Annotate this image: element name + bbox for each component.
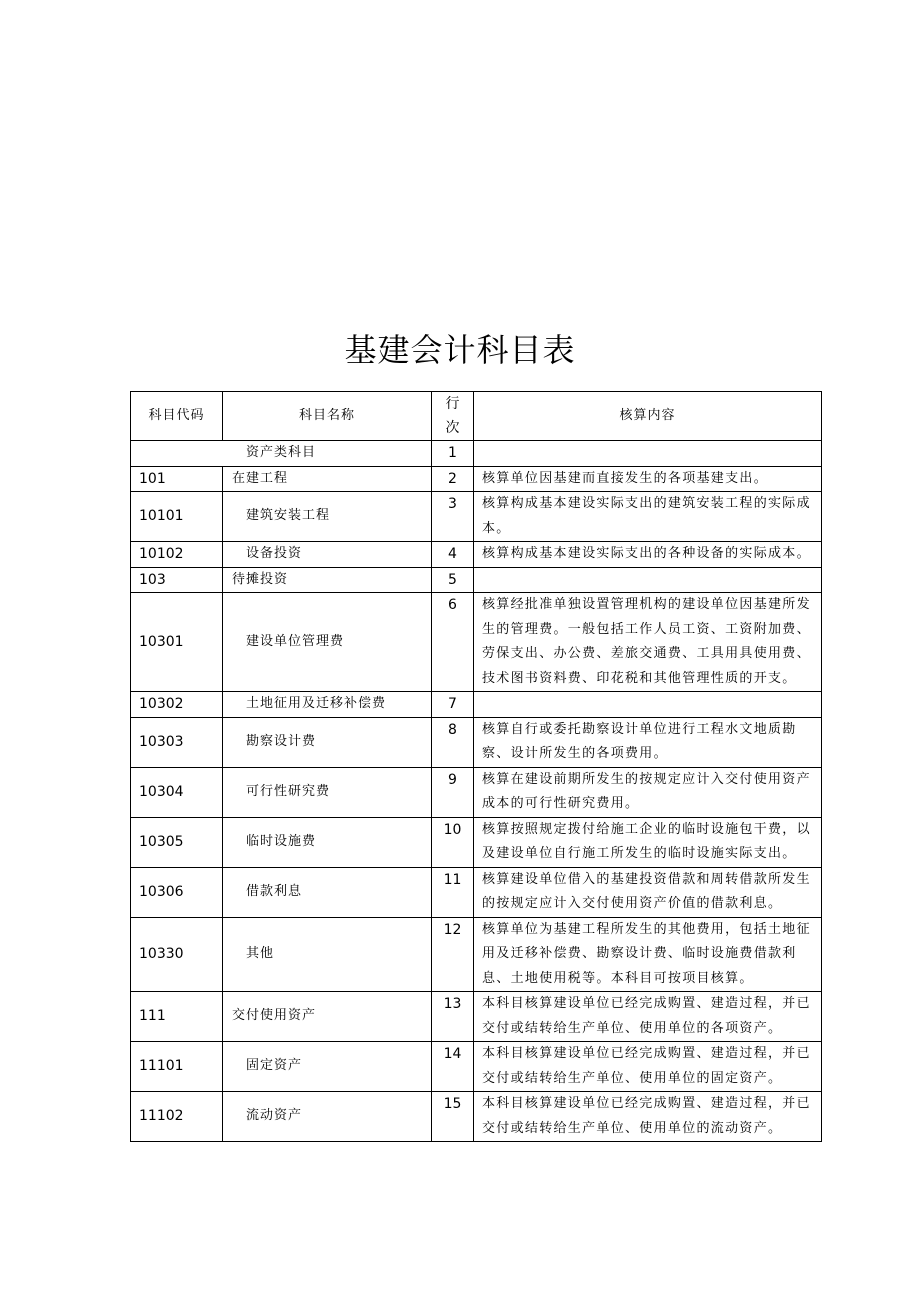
line-cell: 1 [432, 441, 474, 467]
header-code: 科目代码 [131, 392, 223, 441]
desc-cell: 核算构成基本建设实际支出的各种设备的实际成本。 [474, 542, 822, 568]
line-cell: 2 [432, 466, 474, 492]
name-cell: 土地征用及迁移补偿费 [223, 692, 432, 718]
line-cell: 5 [432, 567, 474, 593]
header-name: 科目名称 [223, 392, 432, 441]
line-cell: 7 [432, 692, 474, 718]
name-cell: 交付使用资产 [223, 992, 432, 1042]
desc-cell: 核算单位为基建工程所发生的其他费用，包括土地征用及迁移补偿费、勘察设计费、临时设施费借款利息、土地使用税等。本科目可按项目核算。 [474, 917, 822, 992]
table-row [131, 717, 822, 767]
desc-cell: 核算构成基本建设实际支出的建筑安装工程的实际成本。 [474, 492, 822, 542]
code-cell: 10305 [131, 817, 223, 867]
line-cell: 15 [432, 1092, 474, 1142]
desc-cell: 本科目核算建设单位已经完成购置、建造过程，并已交付或结转给生产单位、使用单位的各项资产。 [474, 992, 822, 1042]
name-cell: 临时设施费 [223, 817, 432, 867]
table-row [131, 917, 822, 992]
table-row [131, 817, 822, 867]
name-cell: 固定资产 [223, 1042, 432, 1092]
code-cell: 10306 [131, 867, 223, 917]
code-cell: 101 [131, 466, 223, 492]
name-cell: 可行性研究费 [223, 767, 432, 817]
table-row [131, 542, 822, 568]
header-line [432, 392, 474, 441]
name-cell: 建设单位管理费 [223, 593, 432, 692]
line-cell: 11 [432, 867, 474, 917]
line-cell: 13 [432, 992, 474, 1042]
desc-cell [474, 692, 822, 718]
code-cell: 11102 [131, 1092, 223, 1142]
line-cell: 4 [432, 542, 474, 568]
code-cell: 103 [131, 567, 223, 593]
desc-cell: 本科目核算建设单位已经完成购置、建造过程，并已交付或结转给生产单位、使用单位的流动资产。 [474, 1092, 822, 1142]
code-cell: 11101 [131, 1042, 223, 1092]
accounts-table [130, 391, 822, 1142]
desc-cell: 核算建设单位借入的基建投资借款和周转借款所发生的按规定应计入交付使用资产价值的借款利息。 [474, 867, 822, 917]
category-cell: 资产类科目 [131, 441, 432, 467]
code-cell: 10330 [131, 917, 223, 992]
table-header-row [131, 392, 822, 441]
table-row [131, 992, 822, 1042]
code-cell: 10301 [131, 593, 223, 692]
table-row [131, 767, 822, 817]
desc-cell: 核算按照规定拨付给施工企业的临时设施包干费，以及建设单位自行施工所发生的临时设施实际支出。 [474, 817, 822, 867]
table-row [131, 692, 822, 718]
desc-cell [474, 567, 822, 593]
code-cell: 10102 [131, 542, 223, 568]
name-cell: 勘察设计费 [223, 717, 432, 767]
desc-cell [474, 441, 822, 467]
name-cell: 其他 [223, 917, 432, 992]
name-cell: 建筑安装工程 [223, 492, 432, 542]
desc-cell: 本科目核算建设单位已经完成购置、建造过程，并已交付或结转给生产单位、使用单位的固定资产。 [474, 1042, 822, 1092]
line-cell: 12 [432, 917, 474, 992]
name-cell: 设备投资 [223, 542, 432, 568]
code-cell: 10303 [131, 717, 223, 767]
table-row [131, 593, 822, 692]
line-cell: 14 [432, 1042, 474, 1092]
line-cell: 9 [432, 767, 474, 817]
name-cell: 流动资产 [223, 1092, 432, 1142]
table-row [131, 567, 822, 593]
code-cell: 111 [131, 992, 223, 1042]
table-row [131, 1042, 822, 1092]
table-row [131, 441, 822, 467]
code-cell: 10302 [131, 692, 223, 718]
header-line-top: 行 [445, 396, 460, 412]
name-cell: 在建工程 [223, 466, 432, 492]
line-cell: 3 [432, 492, 474, 542]
page-title: 基建会计科目表 [344, 331, 576, 369]
desc-cell: 核算经批准单独设置管理机构的建设单位因基建所发生的管理费。一般包括工作人员工资、工资附加费、劳保支出、办公费、差旅交通费、工具用具使用费、技术图书资料费、印花税和其他管理性质的开支。 [474, 593, 822, 692]
code-cell: 10304 [131, 767, 223, 817]
line-cell: 6 [432, 593, 474, 692]
table-row [131, 867, 822, 917]
name-cell: 借款利息 [223, 867, 432, 917]
table-row [131, 466, 822, 492]
line-cell: 8 [432, 717, 474, 767]
table-row [131, 492, 822, 542]
table-row [131, 1092, 822, 1142]
line-cell: 10 [432, 817, 474, 867]
desc-cell: 核算自行或委托勘察设计单位进行工程水文地质勘察、设计所发生的各项费用。 [474, 717, 822, 767]
name-cell: 待摊投资 [223, 567, 432, 593]
header-desc: 核算内容 [474, 392, 822, 441]
desc-cell: 核算在建设前期所发生的按规定应计入交付使用资产成本的可行性研究费用。 [474, 767, 822, 817]
code-cell: 10101 [131, 492, 223, 542]
desc-cell: 核算单位因基建而直接发生的各项基建支出。 [474, 466, 822, 492]
header-line-bottom: 次 [445, 420, 460, 436]
